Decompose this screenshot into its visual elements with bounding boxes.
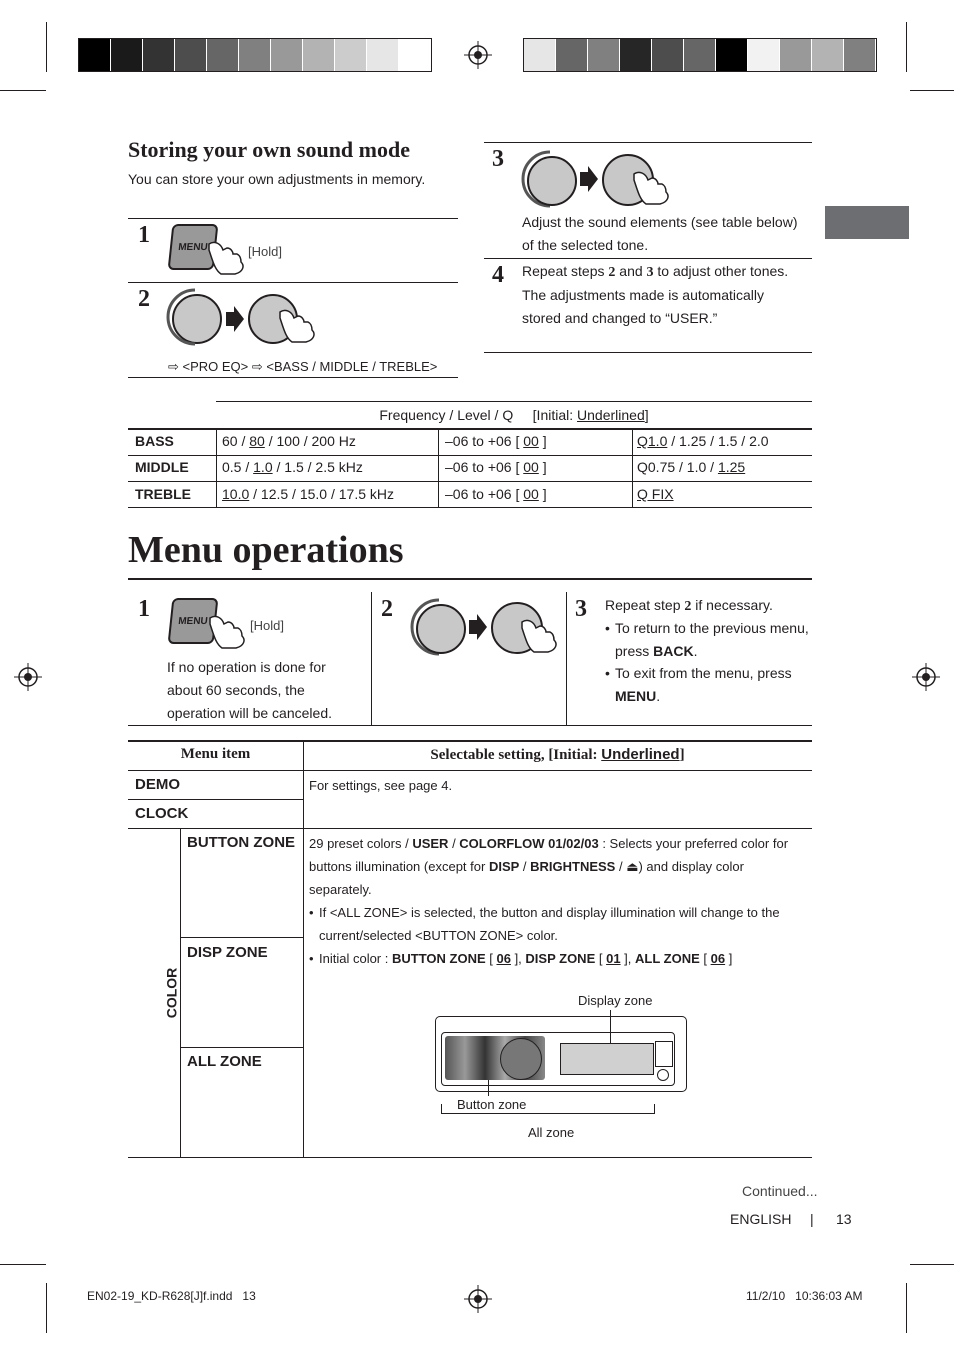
color-swatch	[588, 39, 620, 71]
language-tab	[825, 206, 909, 239]
text: / ⏏) and display color separately.	[309, 859, 744, 897]
text: USER	[412, 836, 449, 851]
color-swatch	[399, 39, 431, 71]
color-swatch	[684, 39, 716, 71]
continued-label: Continued...	[742, 1183, 818, 1199]
registration-mark-icon	[14, 663, 42, 691]
table-rule	[216, 401, 812, 402]
table-rule	[128, 507, 812, 508]
menu-key-label: MENU	[177, 241, 209, 253]
color-swatch	[303, 39, 335, 71]
text: / 12.5 / 15.0 / 17.5 kHz	[249, 486, 395, 502]
table-rule	[438, 428, 439, 507]
text: MENU	[615, 688, 657, 704]
text: Q1.0	[637, 433, 668, 449]
table-rule	[128, 740, 812, 742]
color-swatch	[716, 39, 748, 71]
color-swatch	[844, 39, 876, 71]
step-ref: 3	[646, 265, 654, 280]
divider	[128, 218, 458, 219]
eq-q	[637, 433, 769, 449]
color-swatch	[207, 39, 239, 71]
crop-mark	[46, 1283, 47, 1333]
text: 0.5 /	[222, 459, 254, 475]
text: Q0.75 / 1.0 /	[637, 459, 718, 475]
page-number: 13	[836, 1211, 852, 1227]
arrow-right-icon	[226, 306, 244, 332]
menu-key-label: MENU	[177, 615, 209, 627]
all-zone-bracket	[441, 1104, 655, 1114]
hand-press-icon	[518, 616, 560, 654]
color-bullet-2: Initial color : BUTTON ZONE [ 06 ], DISP ZONE [ 01 ], ALL ZONE [ 06 ]	[319, 951, 733, 966]
hand-press-icon	[206, 612, 248, 650]
bullet: •	[309, 905, 314, 920]
intro-text: You can store your own adjustments in memory.	[128, 171, 426, 187]
step-number: 1	[138, 596, 150, 622]
control-dial-icon	[527, 156, 577, 206]
menu-item-button-zone: BUTTON ZONE	[187, 834, 296, 851]
menu-item-demo: DEMO	[135, 776, 180, 793]
text: Selectable setting, [Initial:	[430, 747, 602, 763]
step4-text	[522, 260, 804, 330]
text: DISP	[488, 859, 520, 874]
eq-level	[445, 459, 547, 475]
text: Frequency / Level / Q [Initial:	[379, 407, 578, 423]
crop-mark	[0, 1264, 46, 1265]
bullet-back: •	[605, 620, 610, 636]
color-swatch	[652, 39, 684, 71]
text: BUTTON ZONE	[391, 951, 486, 966]
timeout-note: If no operation is done for about 60 seconds, the operation will be canceled.	[167, 659, 332, 721]
text: BACK	[653, 643, 694, 659]
text: 01	[606, 951, 621, 966]
hand-press-icon	[205, 238, 247, 276]
step-number: 1	[138, 222, 150, 248]
crop-mark	[906, 22, 907, 72]
hand-press-icon	[630, 168, 672, 206]
text: To exit from the menu, press	[615, 665, 792, 681]
color-swatch	[335, 39, 367, 71]
table-rule	[128, 799, 303, 800]
col-header-menu-item: Menu item	[180, 746, 251, 762]
eq-frequency	[222, 486, 394, 502]
text: BRIGHTNESS	[530, 859, 616, 874]
table-rule	[128, 1157, 812, 1158]
text: –06 to +06 [	[445, 459, 524, 475]
table-rule	[128, 828, 812, 829]
col-header-setting	[303, 746, 812, 764]
eq-q	[637, 459, 745, 475]
menu-item-clock: CLOCK	[135, 805, 189, 822]
text: –06 to +06 [	[445, 486, 524, 502]
text: to adjust other tones.	[653, 263, 789, 279]
control-dial-icon	[416, 604, 466, 654]
text: / 100 / 200 Hz	[264, 433, 356, 449]
text: .	[693, 643, 698, 659]
rotate-arrow-icon	[164, 286, 226, 348]
color-swatch	[812, 39, 844, 71]
text: 29 preset colors /	[309, 836, 413, 851]
eq-level	[445, 433, 547, 449]
menu-item-disp-zone: DISP ZONE	[187, 944, 268, 961]
color-swatch	[79, 39, 111, 71]
text: 10.0	[222, 486, 250, 502]
menu-path: ⇨ <PRO EQ> ⇨ <BASS / MIDDLE / TREBLE>	[168, 359, 438, 374]
text: and	[615, 263, 647, 279]
diagram-label-display: Display zone	[578, 993, 653, 1008]
menu-group-color: COLOR	[163, 967, 180, 1019]
crop-mark	[906, 1283, 907, 1333]
text: ALL ZONE	[635, 951, 700, 966]
color-swatch	[239, 39, 271, 71]
section-heading: Storing your own sound mode	[128, 137, 410, 162]
language-label: ENGLISH	[730, 1211, 792, 1227]
eq-q	[637, 486, 674, 502]
hand-press-icon	[276, 306, 318, 344]
text: Q FIX	[637, 486, 674, 502]
text: Initial color :	[319, 951, 392, 966]
text: if necessary.	[691, 597, 773, 613]
registration-mark-icon	[912, 663, 940, 691]
color-swatch	[748, 39, 780, 71]
text: ]	[644, 407, 649, 423]
demo-clock-setting: For settings, see page 4.	[309, 778, 453, 793]
eq-frequency	[222, 459, 363, 475]
text: 00	[523, 459, 539, 475]
divider	[484, 352, 812, 353]
step-number: 3	[575, 596, 587, 622]
eq-table-header	[216, 404, 812, 427]
eq-level	[445, 486, 547, 502]
registration-mark-icon	[464, 41, 492, 69]
hold-label: [Hold]	[250, 618, 284, 633]
display-zone-area	[560, 1043, 654, 1075]
bullet: •	[309, 951, 314, 966]
crop-mark	[0, 90, 46, 91]
device-knob	[500, 1038, 542, 1080]
text: 06	[496, 951, 511, 966]
color-bar-right	[523, 38, 877, 72]
text: The adjustments made is automatically stored and changed to “USER.”	[522, 287, 764, 326]
color-swatch	[556, 39, 588, 71]
crop-mark	[910, 1264, 954, 1265]
table-rule	[632, 428, 633, 507]
step-ref: 2	[608, 265, 616, 280]
table-rule	[180, 937, 303, 938]
color-swatch	[780, 39, 812, 71]
text: /	[519, 859, 531, 874]
arrow-right-icon	[469, 614, 487, 640]
bullet-back-text	[615, 617, 815, 663]
text: /	[448, 836, 460, 851]
color-swatch	[143, 39, 175, 71]
color-swatch	[271, 39, 303, 71]
step-number: 4	[492, 262, 504, 288]
text: ]	[538, 433, 547, 449]
text: 1.0	[253, 459, 273, 475]
step3-text	[605, 594, 815, 618]
text: 00	[523, 433, 539, 449]
text: : Selects your preferred color for buttons illumination (except for	[309, 836, 789, 874]
text: Repeat steps	[522, 263, 609, 279]
device-small-knob	[657, 1069, 669, 1081]
text: ]	[538, 486, 547, 502]
table-rule	[128, 455, 812, 456]
step-number: 3	[492, 146, 504, 172]
eq-frequency	[222, 433, 356, 449]
table-rule	[216, 428, 217, 507]
hold-label: [Hold]	[248, 244, 282, 259]
text: Repeat step	[605, 597, 685, 613]
color-bar-left	[78, 38, 432, 72]
divider	[371, 592, 372, 725]
text: ]	[679, 747, 685, 763]
step-ref: 2	[684, 599, 692, 614]
text: COLORFLOW 01/02/03	[459, 836, 599, 851]
text: DISP ZONE	[525, 951, 596, 966]
text: .	[656, 688, 661, 704]
registration-mark-icon	[464, 1285, 492, 1313]
color-swatch	[175, 39, 207, 71]
divider	[128, 377, 458, 378]
table-rule	[180, 828, 181, 1157]
divider	[566, 592, 567, 725]
text: Underlined	[577, 407, 645, 423]
divider	[484, 142, 812, 143]
color-swatch	[620, 39, 652, 71]
text: To return to the previous menu, press	[615, 620, 809, 659]
color-swatch	[524, 39, 556, 71]
eq-row-label: TREBLE	[135, 486, 191, 502]
table-rule	[180, 1047, 303, 1048]
divider	[484, 258, 812, 259]
crop-mark	[46, 22, 47, 72]
crop-mark	[910, 90, 954, 91]
table-rule	[128, 428, 812, 430]
bullet-exit-text	[615, 662, 815, 708]
menu-item-all-zone: ALL ZONE	[187, 1053, 262, 1070]
bullet-exit: •	[605, 665, 610, 681]
usb-slot	[655, 1041, 673, 1067]
text: Underlined	[601, 746, 680, 763]
divider	[128, 282, 458, 283]
arrow-right-icon	[580, 166, 598, 192]
text: 06	[710, 951, 726, 966]
table-rule	[303, 742, 304, 1157]
text: / 1.5 / 2.5 kHz	[272, 459, 363, 475]
step-number: 2	[138, 286, 150, 312]
eq-row-label: BASS	[135, 433, 174, 449]
title-rule	[128, 578, 812, 580]
page-separator: |	[810, 1211, 814, 1227]
color-setting-text	[309, 832, 804, 901]
diagram-label-button: Button zone	[457, 1097, 527, 1112]
eq-row-label: MIDDLE	[135, 459, 189, 475]
text: ]	[538, 459, 547, 475]
color-swatch	[111, 39, 143, 71]
diagram-label-all: All zone	[528, 1125, 575, 1140]
text: 00	[523, 486, 539, 502]
text: 1.25	[717, 459, 746, 475]
text: –06 to +06 [	[445, 433, 524, 449]
step-number: 2	[381, 596, 393, 622]
color-bullet-1: If <ALL ZONE> is selected, the button and display illumination will change to the current/selected <BUTTON ZONE> color.	[319, 905, 780, 943]
table-rule	[128, 770, 812, 771]
page-title: Menu operations	[128, 529, 404, 571]
divider	[128, 725, 812, 726]
text: / 1.25 / 1.5 / 2.0	[667, 433, 769, 449]
text: 80	[249, 433, 265, 449]
step3-text: Adjust the sound elements (see table below) of the selected tone.	[522, 214, 798, 253]
table-rule	[128, 481, 812, 482]
color-swatch	[367, 39, 399, 71]
text: 60 /	[222, 433, 250, 449]
print-date: 11/2/10 10:36:03 AM	[746, 1289, 863, 1303]
file-slug: EN02-19_KD-R628[J]f.indd 13	[87, 1289, 256, 1303]
